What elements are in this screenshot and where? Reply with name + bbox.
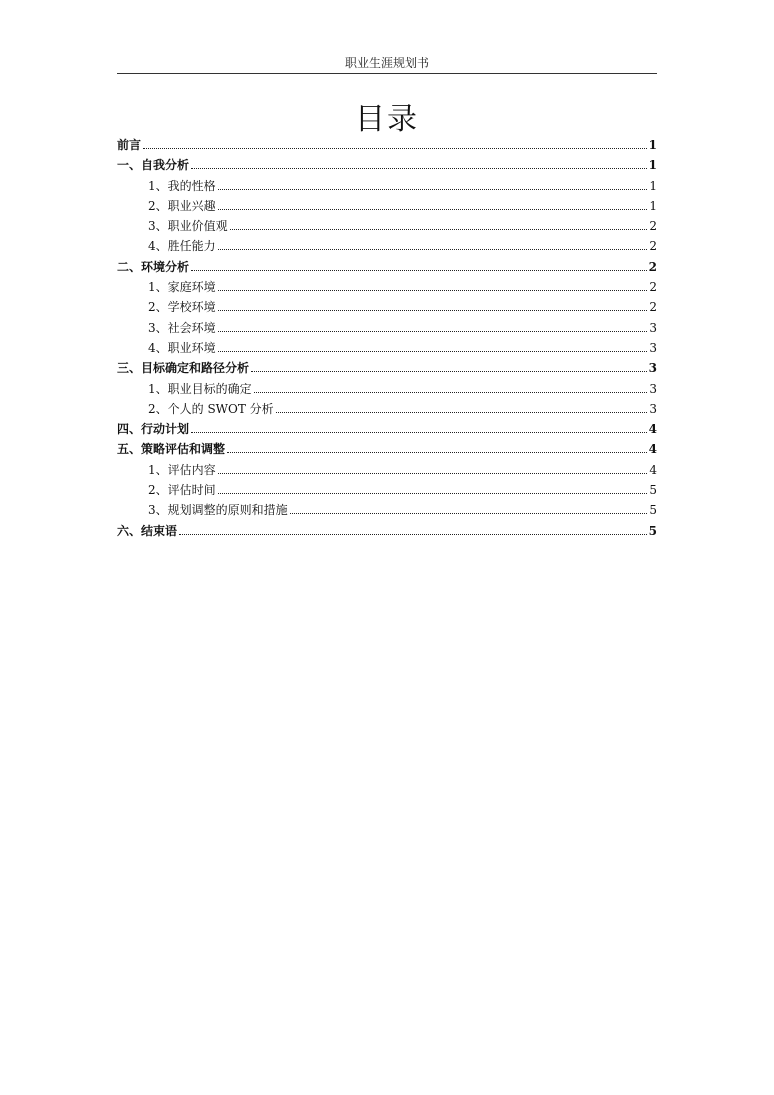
toc-dot-leader (218, 350, 648, 352)
toc-dot-leader (218, 309, 648, 311)
toc-dot-leader (218, 472, 648, 474)
toc-entry-section[interactable] (117, 135, 657, 155)
toc-entry-subsection[interactable] (117, 399, 657, 419)
toc-entry-section[interactable] (117, 419, 657, 439)
toc-entry-label: 1、我的性格 (148, 178, 216, 193)
toc-entry-label: 一、自我分析 (117, 158, 190, 173)
toc-entry-page-number: 5 (648, 523, 657, 538)
toc-dot-leader (276, 411, 648, 413)
toc-entry-label: 4、胜任能力 (148, 239, 216, 254)
toc-entry-page-number: 2 (648, 259, 657, 274)
toc-dot-leader (191, 431, 647, 433)
toc-entry-subsection[interactable] (117, 480, 657, 500)
toc-entry-section[interactable] (117, 155, 657, 175)
toc-entry-label: 1、职业目标的确定 (148, 381, 252, 396)
toc-entry-subsection[interactable] (117, 176, 657, 196)
toc-entry-label: 3、职业价值观 (148, 219, 228, 234)
toc-entry-label: 3、规划调整的原则和措施 (148, 503, 288, 518)
toc-dot-leader (191, 167, 647, 169)
toc-entry-label: 1、家庭环境 (148, 280, 216, 295)
toc-entry-label: 二、环境分析 (117, 259, 190, 274)
toc-entry-page-number: 2 (649, 239, 657, 254)
toc-entry-label: 四、行动计划 (117, 422, 190, 437)
toc-dot-leader (254, 391, 648, 393)
toc-entry-label: 1、评估内容 (148, 462, 216, 477)
toc-entry-page-number: 2 (649, 219, 657, 234)
toc-entry-page-number: 3 (648, 361, 657, 376)
toc-entry-subsection[interactable] (117, 277, 657, 297)
toc-dot-leader (191, 269, 647, 271)
toc-dot-leader (218, 289, 648, 291)
table-of-contents (117, 135, 657, 541)
toc-entry-page-number: 3 (649, 320, 657, 335)
toc-entry-page-number: 1 (648, 158, 657, 173)
toc-entry-label: 2、学校环境 (148, 300, 216, 315)
toc-dot-leader (230, 228, 648, 230)
toc-entry-label: 三、目标确定和路径分析 (117, 361, 250, 376)
toc-entry-section[interactable] (117, 521, 657, 541)
header-divider (117, 73, 657, 74)
toc-entry-subsection[interactable] (117, 379, 657, 399)
toc-entry-label: 3、社会环境 (148, 320, 216, 335)
toc-entry-label: 2、职业兴趣 (148, 198, 216, 213)
toc-entry-page-number: 1 (649, 178, 657, 193)
toc-dot-leader (290, 512, 648, 514)
toc-dot-leader (218, 492, 648, 494)
toc-entry-page-number: 3 (649, 401, 657, 416)
toc-entry-section[interactable] (117, 439, 657, 459)
toc-entry-subsection[interactable] (117, 338, 657, 358)
toc-entry-page-number: 2 (649, 300, 657, 315)
toc-entry-page-number: 3 (649, 381, 657, 396)
toc-entry-page-number: 1 (649, 198, 657, 213)
toc-entry-page-number: 2 (649, 280, 657, 295)
toc-dot-leader (227, 451, 647, 453)
toc-dot-leader (218, 208, 648, 210)
toc-entry-label: 2、评估时间 (148, 483, 216, 498)
page-header: 职业生涯规划书 (344, 56, 429, 70)
toc-entry-subsection[interactable] (117, 297, 657, 317)
toc-entry-subsection[interactable] (117, 236, 657, 256)
toc-entry-label: 五、策略评估和调整 (117, 442, 226, 457)
toc-entry-subsection[interactable] (117, 500, 657, 520)
toc-dot-leader (143, 147, 647, 149)
toc-entry-subsection[interactable] (117, 216, 657, 236)
toc-entry-label: 4、职业环境 (148, 340, 216, 355)
toc-title: 目录 (355, 102, 419, 137)
toc-entry-page-number: 4 (648, 442, 657, 457)
toc-entry-subsection[interactable] (117, 318, 657, 338)
toc-entry-subsection[interactable] (117, 196, 657, 216)
toc-entry-section[interactable] (117, 358, 657, 378)
toc-entry-label: 六、结束语 (117, 523, 178, 538)
toc-dot-leader (251, 370, 647, 372)
toc-dot-leader (218, 248, 648, 250)
toc-dot-leader (218, 330, 648, 332)
toc-entry-page-number: 3 (649, 340, 657, 355)
toc-entry-page-number: 4 (648, 422, 657, 437)
toc-entry-subsection[interactable] (117, 460, 657, 480)
toc-entry-label: 前言 (117, 138, 142, 152)
toc-entry-page-number: 4 (649, 462, 657, 477)
toc-entry-page-number: 5 (649, 483, 657, 498)
toc-dot-leader (179, 533, 647, 535)
toc-entry-page-number: 5 (649, 503, 657, 518)
toc-entry-page-number: 1 (648, 138, 657, 152)
toc-dot-leader (218, 188, 648, 190)
toc-entry-section[interactable] (117, 257, 657, 277)
toc-entry-label: 2、个人的 SWOT 分析 (148, 401, 274, 416)
